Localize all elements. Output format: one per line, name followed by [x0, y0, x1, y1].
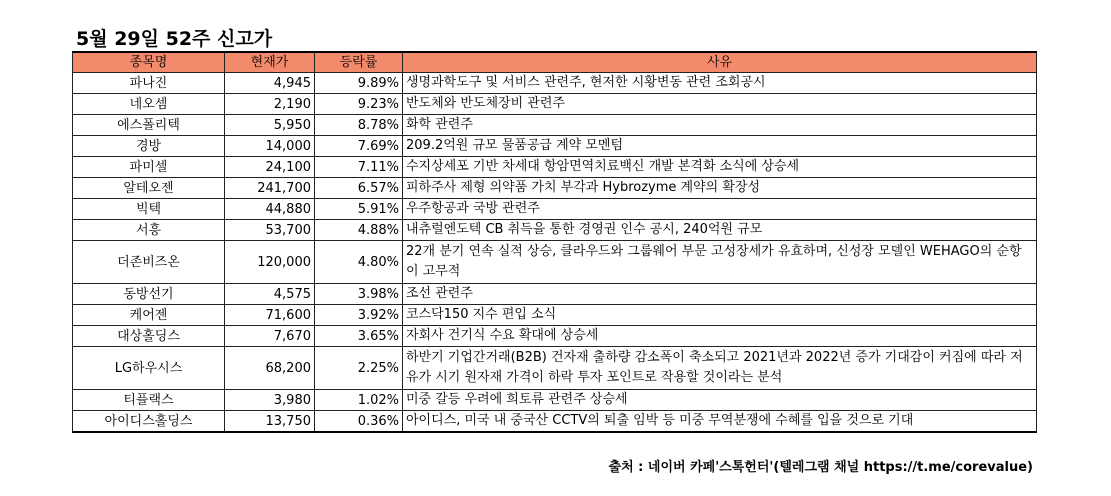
price-cell: 71,600: [225, 305, 315, 326]
change-cell: 4.80%: [315, 241, 403, 284]
reason-cell: 내츄럴엔도텍 CB 취득을 통한 경영권 인수 공시, 240억원 규모: [403, 220, 1037, 241]
stock-name-cell: 아이디스홀딩스: [73, 411, 225, 433]
reason-cell: 자회사 건기식 수요 확대에 상승세: [403, 326, 1037, 347]
change-cell: 7.11%: [315, 157, 403, 178]
table-row: [73, 136, 1037, 157]
table-row: [73, 326, 1037, 347]
source-note: 출처 : 네이버 카페'스톡헌터'(텔레그램 채널 https://t.me/corevalue): [608, 460, 1033, 475]
reason-cell: 우주항공과 국방 관련주: [403, 199, 1037, 220]
price-cell: 2,190: [225, 94, 315, 115]
reason-cell: 미중 갈등 우려에 희토류 관련주 상승세: [403, 390, 1037, 411]
price-cell: 24,100: [225, 157, 315, 178]
table-row: [73, 220, 1037, 241]
stock-name-cell: 빅텍: [73, 199, 225, 220]
stock-name-cell: 서흥: [73, 220, 225, 241]
change-cell: 8.78%: [315, 115, 403, 136]
stock-name-cell: 네오셈: [73, 94, 225, 115]
reason-cell: 반도체와 반도체장비 관련주: [403, 94, 1037, 115]
stock-name-cell: 티플랙스: [73, 390, 225, 411]
reason-cell: 화학 관련주: [403, 115, 1037, 136]
reason-cell: 생명과학도구 및 서비스 관련주, 현저한 시황변동 관련 조회공시: [403, 73, 1037, 94]
table-row: [73, 241, 1037, 284]
change-cell: 9.23%: [315, 94, 403, 115]
change-cell: 3.92%: [315, 305, 403, 326]
reason-cell: 22개 분기 연속 실적 상승, 클라우드와 그룹웨어 부문 고성장세가 유효하며, 신성장 모델인 WEHAGO의 순항이 고무적: [403, 241, 1037, 284]
table-row: [73, 157, 1037, 178]
table-row: [73, 284, 1037, 305]
price-cell: 53,700: [225, 220, 315, 241]
column-header-change: 등락률: [315, 52, 403, 73]
page-title: 5월 29일 52주 신고가: [76, 28, 273, 50]
stock-name-cell: 더존비즈온: [73, 241, 225, 284]
price-cell: 4,575: [225, 284, 315, 305]
price-cell: 4,945: [225, 73, 315, 94]
change-cell: 7.69%: [315, 136, 403, 157]
table-body: [73, 73, 1037, 433]
reason-cell: 209.2억원 규모 물품공급 계약 모멘텀: [403, 136, 1037, 157]
stock-name-cell: 동방선기: [73, 284, 225, 305]
change-cell: 5.91%: [315, 199, 403, 220]
change-cell: 9.89%: [315, 73, 403, 94]
reason-cell: 코스닥150 지수 편입 소식: [403, 305, 1037, 326]
reason-cell: 조선 관련주: [403, 284, 1037, 305]
price-cell: 7,670: [225, 326, 315, 347]
stock-name-cell: 케어젠: [73, 305, 225, 326]
price-cell: 13,750: [225, 411, 315, 433]
stock-name-cell: LG하우시스: [73, 347, 225, 390]
table-row: [73, 411, 1037, 433]
reason-cell: 수지상세포 기반 차세대 항암면역치료백신 개발 본격화 소식에 상승세: [403, 157, 1037, 178]
table-header-row: [73, 52, 1037, 73]
change-cell: 2.25%: [315, 347, 403, 390]
table-row: [73, 347, 1037, 390]
stock-name-cell: 알테오젠: [73, 178, 225, 199]
change-cell: 4.88%: [315, 220, 403, 241]
change-cell: 3.65%: [315, 326, 403, 347]
table-row: [73, 305, 1037, 326]
change-cell: 1.02%: [315, 390, 403, 411]
column-header-reason: 사유: [403, 52, 1037, 73]
price-cell: 44,880: [225, 199, 315, 220]
price-cell: 68,200: [225, 347, 315, 390]
price-cell: 5,950: [225, 115, 315, 136]
price-cell: 241,700: [225, 178, 315, 199]
price-cell: 14,000: [225, 136, 315, 157]
stock-name-cell: 경방: [73, 136, 225, 157]
stock-name-cell: 파나진: [73, 73, 225, 94]
change-cell: 3.98%: [315, 284, 403, 305]
change-cell: 0.36%: [315, 411, 403, 433]
table-row: [73, 178, 1037, 199]
reason-cell: 피하주사 제형 의약품 가치 부각과 Hybrozyme 계약의 확장성: [403, 178, 1037, 199]
table-row: [73, 73, 1037, 94]
column-header-name: 종목명: [73, 52, 225, 73]
table-row: [73, 115, 1037, 136]
stock-name-cell: 파미셀: [73, 157, 225, 178]
stock-name-cell: 에스폴리텍: [73, 115, 225, 136]
column-header-price: 현재가: [225, 52, 315, 73]
reason-cell: 하반기 기업간거래(B2B) 건자재 출하량 감소폭이 축소되고 2021년과 2022년 증가 기대감이 커짐에 따라 저유가 시기 원자재 가격이 하락 투자 포인트로 작용할 것이라는 분석: [403, 347, 1037, 390]
table-row: [73, 390, 1037, 411]
stock-table: [72, 51, 1037, 433]
table-row: [73, 199, 1037, 220]
price-cell: 120,000: [225, 241, 315, 284]
reason-cell: 아이디스, 미국 내 중국산 CCTV의 퇴출 임박 등 미중 무역분쟁에 수혜를 입을 것으로 기대: [403, 411, 1037, 433]
stock-name-cell: 대상홀딩스: [73, 326, 225, 347]
price-cell: 3,980: [225, 390, 315, 411]
change-cell: 6.57%: [315, 178, 403, 199]
table-row: [73, 94, 1037, 115]
